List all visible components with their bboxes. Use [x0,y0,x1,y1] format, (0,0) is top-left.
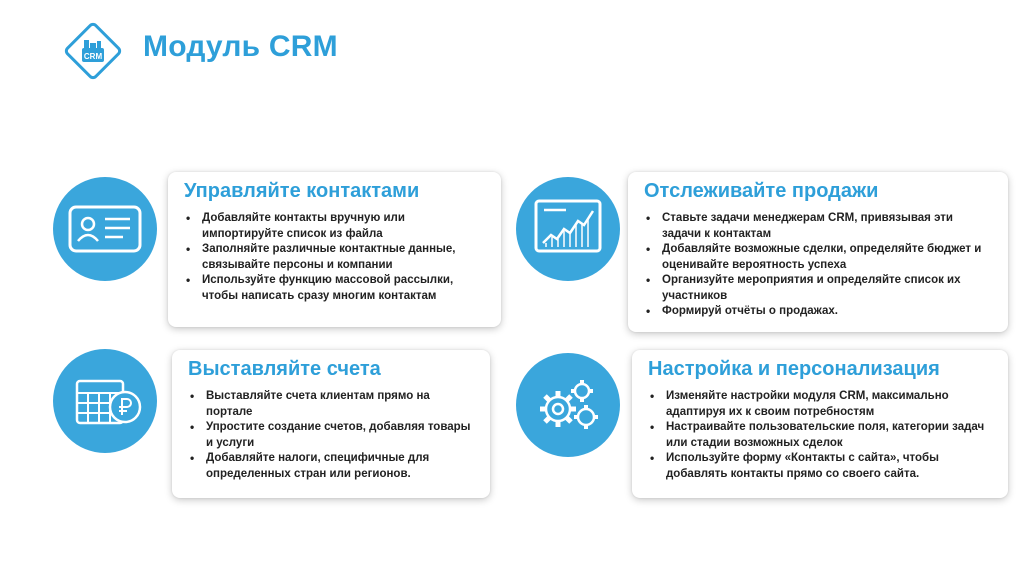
list-item: • Заполняйте различные контактные данные, связывайте персоны и компании [184,242,487,273]
crm-logo-icon [63,21,123,81]
list-item: • Формируй отчёты о продажах. [644,304,994,320]
list-item: • Добавляйте налоги, специфичные для определенных стран или регионов. [188,451,476,482]
gears-icon [516,353,620,457]
feature-title: Управляйте контактами [184,180,420,202]
list-item: • Упростите создание счетов, добавляя товары и услуги [188,420,476,451]
invoice-ruble-icon [53,349,157,453]
sales-chart-icon [516,177,620,281]
list-item: • Изменяйте настройки модуля CRM, максимально адаптируя их к своим потребностям [648,389,994,420]
feature-list [648,389,994,482]
page-title: Модуль CRM [143,30,338,63]
feature-list [644,211,994,320]
list-item: • Используйте функцию массовой рассылки, чтобы написать сразу многим контактам [184,273,487,304]
crm-logo-text: CRM [83,52,103,61]
list-item: • Добавляйте возможные сделки, определяйте бюджет и оценивайте вероятность успеха [644,242,994,273]
list-item: • Добавляйте контакты вручную или импортируйте список из файла [184,211,487,242]
feature-card-invoices [172,350,490,498]
feature-card-settings [632,350,1008,498]
list-item: • Организуйте мероприятия и определяйте список их участников [644,273,994,304]
list-item: • Используйте форму «Контакты с сайта», чтобы добавлять контакты прямо со своего сайта. [648,451,994,482]
list-item: • Выставляйте счета клиентам прямо на портале [188,389,476,420]
feature-list [184,211,487,304]
contact-card-icon [53,177,157,281]
feature-card-contacts [168,172,501,327]
list-item: • Ставьте задачи менеджерам CRM, привязывая эти задачи к контактам [644,211,994,242]
feature-title: Отслеживайте продажи [644,180,879,202]
feature-list [188,389,476,482]
feature-title: Выставляйте счета [188,358,381,380]
list-item: • Настраивайте пользовательские поля, категории задач или стадии возможных сделок [648,420,994,451]
feature-card-sales [628,172,1008,332]
feature-title: Настройка и персонализация [648,358,940,380]
